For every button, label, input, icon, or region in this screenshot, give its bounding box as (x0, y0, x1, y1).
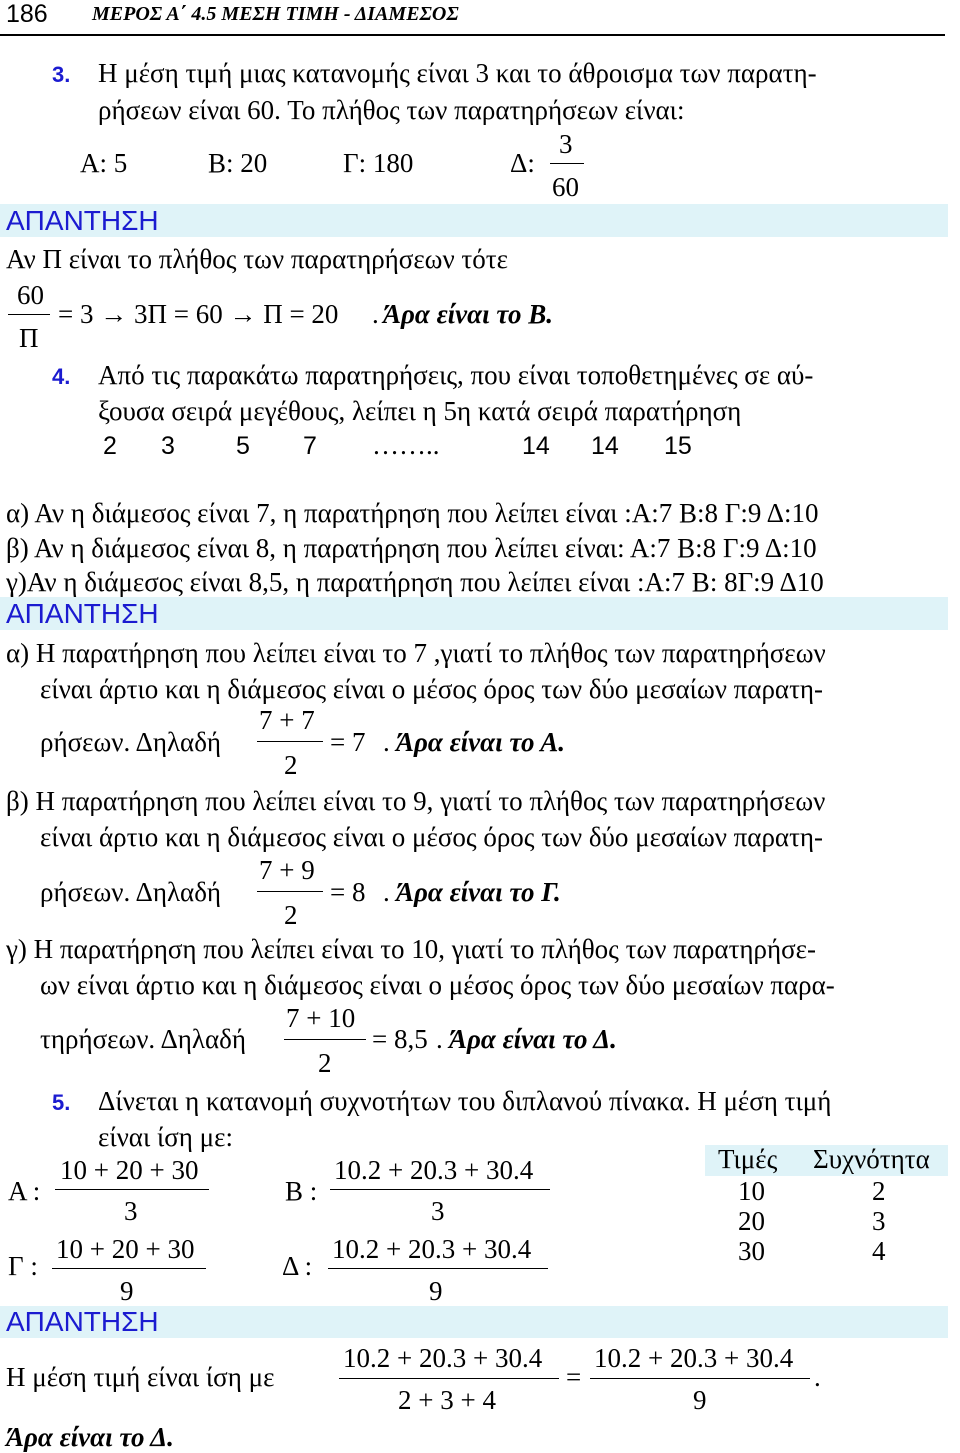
q5-table-header-values: Τιμές (718, 1144, 778, 1174)
q5-option-d-numerator: 10.2 + 20.3 + 30.4 (332, 1234, 532, 1264)
q5-option-d-label: Δ : (282, 1251, 313, 1281)
q4-answer-b-numerator: 7 + 9 (259, 855, 315, 885)
q4-answer-heading: ΑΠΑΝΤΗΣΗ (6, 598, 159, 629)
q5-option-d-denominator: 9 (429, 1276, 443, 1306)
q5-text-line2: είναι ίση με: (98, 1122, 233, 1152)
q4-observation: 5 (236, 432, 250, 460)
q5-answer-denominator-1: 2 + 3 + 4 (398, 1385, 496, 1415)
q3-equation: = 3 → 3Π = 60 → Π = 20 (58, 299, 339, 329)
q3-option-d-label: Δ: (510, 148, 535, 178)
q5-table-cell-value: 20 (738, 1206, 765, 1236)
q5-option-d-fraction-bar (328, 1268, 548, 1269)
header-rule (0, 34, 945, 36)
q3-option-d-denominator: 60 (552, 172, 579, 202)
q5-table-cell-frequency: 3 (872, 1206, 886, 1236)
q3-fraction-numerator: 60 (17, 280, 44, 310)
q5-text-line1: Δίνεται η κατανομή συχνοτήτων του διπλανού πίνακα. Η μέση τιμή (98, 1086, 832, 1116)
q4-answer-a-fraction-bar (257, 741, 323, 742)
q4-answer-a-numerator: 7 + 7 (259, 705, 315, 735)
q5-option-b-label: Β : (285, 1176, 318, 1206)
q3-answer-heading: ΑΠΑΝΤΗΣΗ (6, 205, 159, 236)
q5-option-a-label: Α : (8, 1176, 41, 1206)
q4-answer-c-line2: ων είναι άρτιο και η διάμεσος είναι ο μέσος όρος των δύο μεσαίων παρα- (40, 970, 835, 1000)
q3-text-line1: Η μέση τιμή μιας κατανομής είναι 3 και το άθροισμα των παρατη- (98, 58, 817, 88)
q4-answer-b-conclusion: Άρα είναι το Γ. (396, 877, 561, 907)
q4-observation: 14 (591, 432, 619, 460)
q5-answer-heading: ΑΠΑΝΤΗΣΗ (6, 1306, 159, 1337)
q5-option-a-denominator: 3 (124, 1196, 138, 1226)
q4-answer-c-conclusion: Άρα είναι το Δ. (449, 1024, 617, 1054)
q3-option-c: Γ: 180 (343, 148, 414, 178)
q4-observation: 2 (103, 432, 117, 460)
q5-table-cell-value: 30 (738, 1236, 765, 1266)
q4-text-line2: ξουσα σειρά μεγέθους, λείπει η 5η κατά σειρά παρατήρηση (98, 396, 742, 426)
q4-answer-a-line1: α) Η παρατήρηση που λείπει είναι το 7 ,γιατί το πλήθος των παρατηρήσεων (6, 638, 826, 668)
q5-option-b-denominator: 3 (431, 1196, 445, 1226)
q3-option-d-fraction-bar (550, 163, 584, 164)
q5-option-c-label: Γ : (8, 1251, 38, 1281)
q5-answer-prefix: Η μέση τιμή είναι ίση με (6, 1362, 275, 1392)
q4-answer-c-numerator: 7 + 10 (286, 1003, 356, 1033)
running-title: ΜΕΡΟΣ Α΄ 4.5 ΜΕΣΗ ΤΙΜΗ - ΔΙΑΜΕΣΟΣ (92, 3, 459, 25)
q4-part-a: α) Αν η διάμεσος είναι 7, η παρατήρηση που λείπει είναι :Α:7 Β:8 Γ:9 Δ:10 (6, 498, 819, 528)
q5-option-a-numerator: 10 + 20 + 30 (60, 1155, 199, 1185)
q4-answer-c-equation: = 8,5 (372, 1024, 428, 1054)
q4-answer-b-line1: β) Η παρατήρηση που λείπει είναι το 9, γιατί το πλήθος των παρατηρήσεων (6, 786, 826, 816)
q4-part-b: β) Αν η διάμεσος είναι 8, η παρατήρηση που λείπει είναι: Α:7 Β:8 Γ:9 Δ:10 (6, 533, 817, 563)
q4-observation: 3 (161, 432, 175, 460)
q5-answer-numerator-1: 10.2 + 20.3 + 30.4 (343, 1343, 543, 1373)
q4-text-line1: Από τις παρακάτω παρατηρήσεις, που είναι τοποθετημένες σε αύ- (98, 360, 814, 390)
q3-option-a: Α: 5 (80, 148, 128, 178)
q4-answer-b-equation: = 8 (330, 877, 366, 907)
q4-answer-a-dot: . (383, 727, 390, 757)
q5-option-b-fraction-bar (330, 1189, 550, 1190)
q3-fraction-denominator: Π (19, 323, 39, 353)
q4-answer-a-denominator: 2 (284, 750, 298, 780)
q3-conclusion: Άρα είναι το Β. (383, 299, 553, 329)
q4-answer-b-denominator: 2 (284, 900, 298, 930)
q4-observation: 7 (303, 432, 317, 460)
q4-missing-observation: …….. (372, 430, 440, 460)
q4-answer-b-prefix: ρήσεων. Δηλαδή (40, 877, 222, 907)
q4-answer-c-denominator: 2 (318, 1048, 332, 1078)
q4-observation: 14 (522, 432, 550, 460)
q4-answer-a-equation: = 7 (330, 727, 366, 757)
q4-answer-b-line2: είναι άρτιο και η διάμεσος είναι ο μέσος όρος των δύο μεσαίων παρατη- (40, 822, 824, 852)
q5-option-c-numerator: 10 + 20 + 30 (56, 1234, 195, 1264)
q4-answer-c-line1: γ) Η παρατήρηση που λείπει είναι το 10, γιατί το πλήθος των παρατηρήσε- (6, 934, 817, 964)
q5-option-c-fraction-bar (52, 1268, 206, 1269)
q4-observation: 15 (664, 432, 692, 460)
q4-answer-a-line2: είναι άρτιο και η διάμεσος είναι ο μέσος όρος των δύο μεσαίων παρατη- (40, 674, 824, 704)
q4-answer-a-conclusion: Άρα είναι το Α. (396, 727, 565, 757)
q5-number: 5. (52, 1090, 71, 1115)
q3-number: 3. (52, 62, 71, 87)
q5-option-b-numerator: 10.2 + 20.3 + 30.4 (334, 1155, 534, 1185)
q4-answer-c-prefix: τηρήσεων. Δηλαδή (40, 1024, 247, 1054)
q5-answer-denominator-2: 9 (693, 1385, 707, 1415)
q4-answer-a-prefix: ρήσεων. Δηλαδή (40, 727, 222, 757)
q5-table-cell-frequency: 2 (872, 1176, 886, 1206)
q5-answer-fraction-bar-1 (339, 1378, 559, 1379)
q4-part-c: γ)Αν η διάμεσος είναι 8,5, η παρατήρηση που λείπει είναι :Α:7 Β: 8Γ:9 Δ10 (6, 567, 824, 597)
q3-text-line2: ρήσεων είναι 60. Το πλήθος των παρατηρήσεων είναι: (98, 95, 685, 125)
q4-number: 4. (52, 364, 71, 389)
q5-table-cell-frequency: 4 (872, 1236, 886, 1266)
q5-option-a-fraction-bar (55, 1189, 209, 1190)
q3-equation-dot: . (372, 299, 379, 329)
q4-answer-b-fraction-bar (257, 891, 323, 892)
q5-table-cell-value: 10 (738, 1176, 765, 1206)
q3-answer-line1: Αν Π είναι το πλήθος των παρατηρήσεων τότε (6, 244, 508, 274)
q4-answer-b-dot: . (383, 877, 390, 907)
q3-option-b: Β: 20 (208, 148, 268, 178)
q4-answer-c-dot: . (436, 1024, 443, 1054)
q5-conclusion: Άρα είναι το Δ. (6, 1422, 174, 1452)
q5-table-header-frequency: Συχνότητα (813, 1144, 930, 1174)
page-number: 186 (6, 0, 48, 28)
q3-option-d-numerator: 3 (559, 129, 573, 159)
q5-answer-numerator-2: 10.2 + 20.3 + 30.4 (594, 1343, 794, 1373)
q5-option-c-denominator: 9 (120, 1276, 134, 1306)
q5-answer-equals: = (566, 1362, 582, 1392)
q5-answer-dot: . (814, 1362, 821, 1392)
q3-fraction-bar (8, 314, 50, 315)
q4-answer-c-fraction-bar (284, 1039, 366, 1040)
q5-answer-fraction-bar-2 (590, 1378, 810, 1379)
